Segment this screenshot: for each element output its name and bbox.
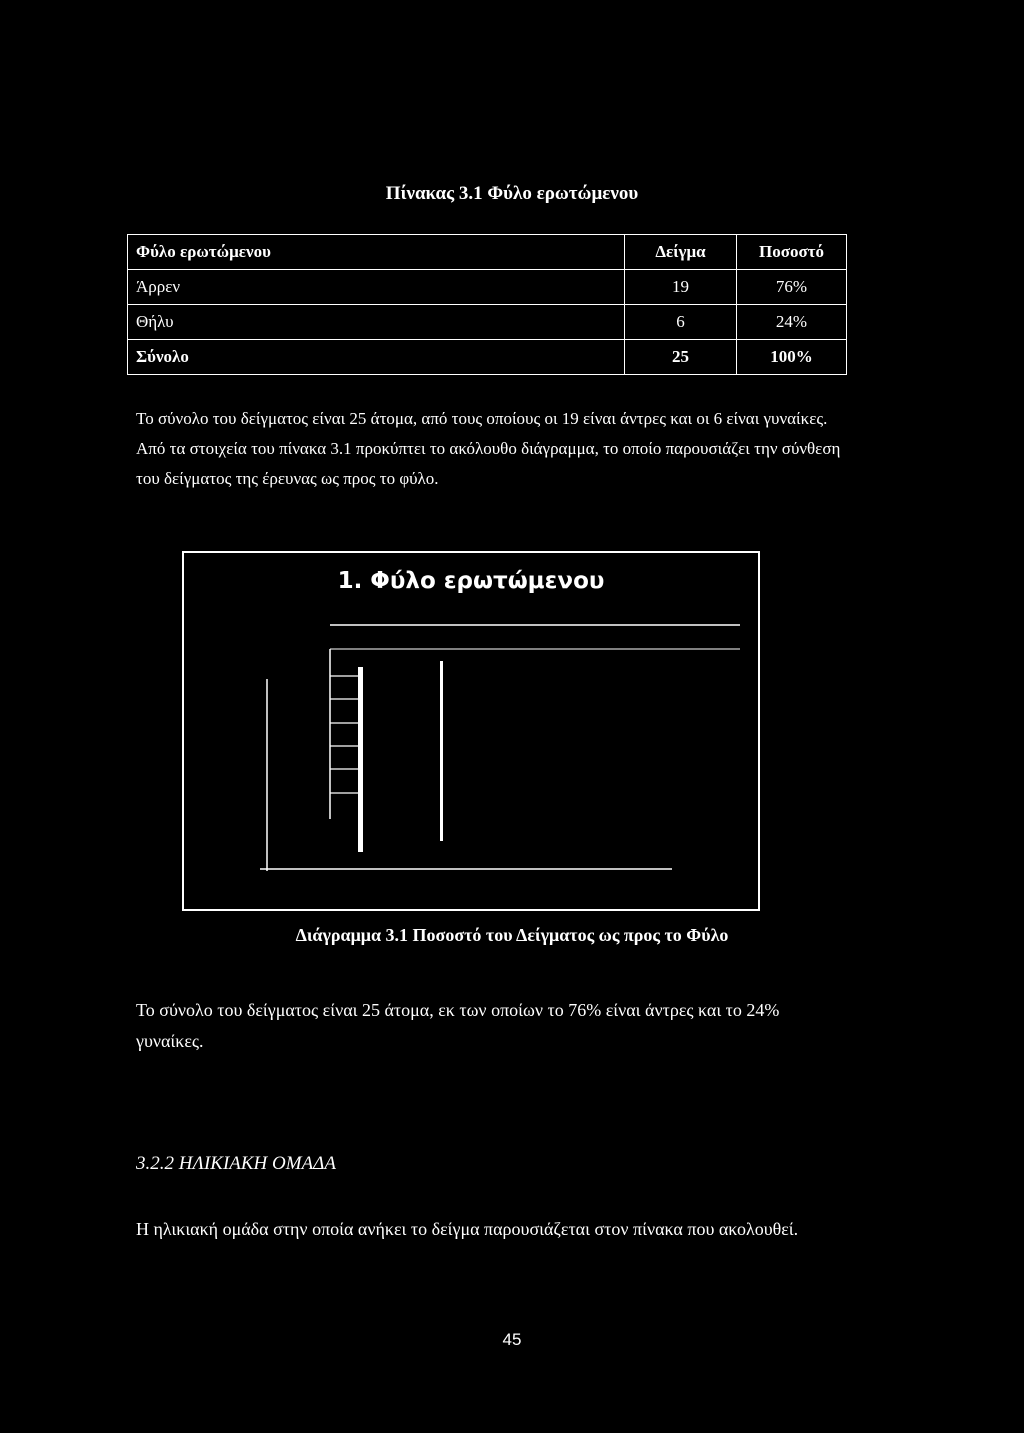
paragraph-intro: Το σύνολο του δείγματος είναι 25 άτομα, από τους οποίους οι 19 είναι άντρες και οι 6 είναι γυναίκες. Από τα στοιχεία του πίνακα 3.1 προκύπτει το ακόλουθο διάγραμμα, το οποίο παρουσιάζει την σύνθεση του δείγματος της έρευνας ως προς το φύλο. xyxy=(136,409,841,488)
chart-plot xyxy=(182,551,760,911)
row-label: Θήλυ xyxy=(128,305,625,340)
total-sample: 25 xyxy=(625,340,737,375)
table-title: Πίνακας 3.1 Φύλο ερωτώμενου xyxy=(385,183,639,204)
chart-bar-2 xyxy=(440,661,443,841)
section-heading: 3.2.2 ΗΛΙΚΙΑΚΗ ΟΜΑΔΑ xyxy=(136,1153,336,1174)
chart-bar-1 xyxy=(358,667,363,852)
row-percent: 24% xyxy=(737,305,847,340)
row-label: Άρρεν xyxy=(128,270,625,305)
sex-table xyxy=(127,234,847,375)
paragraph-summary: Το σύνολο του δείγματος είναι 25 άτομα, εκ των οποίων το 76% είναι άντρες και το 24% γυναίκες. xyxy=(136,1000,780,1051)
header-percent: Ποσοστό xyxy=(737,235,847,270)
header-sample: Δείγμα xyxy=(625,235,737,270)
page-number: 45 xyxy=(502,1330,522,1349)
row-sample: 6 xyxy=(625,305,737,340)
chart-caption: Διάγραμμα 3.1 Ποσοστό του Δείγματος ως προς το Φύλο xyxy=(295,925,729,945)
table-header-row xyxy=(128,235,847,270)
chart-title: 1. Φύλο ερωτώμενου xyxy=(337,568,605,594)
table-total-row xyxy=(128,340,847,375)
total-percent: 100% xyxy=(737,340,847,375)
header-sex: Φύλο ερωτώμενου xyxy=(128,235,625,270)
table-row xyxy=(128,305,847,340)
row-percent: 76% xyxy=(737,270,847,305)
total-label: Σύνολο xyxy=(128,340,625,375)
table-row xyxy=(128,270,847,305)
row-sample: 19 xyxy=(625,270,737,305)
paragraph-age-group: Η ηλικιακή ομάδα στην οποία ανήκει το δείγμα παρουσιάζεται στον πίνακα που ακολουθεί. xyxy=(136,1219,799,1239)
